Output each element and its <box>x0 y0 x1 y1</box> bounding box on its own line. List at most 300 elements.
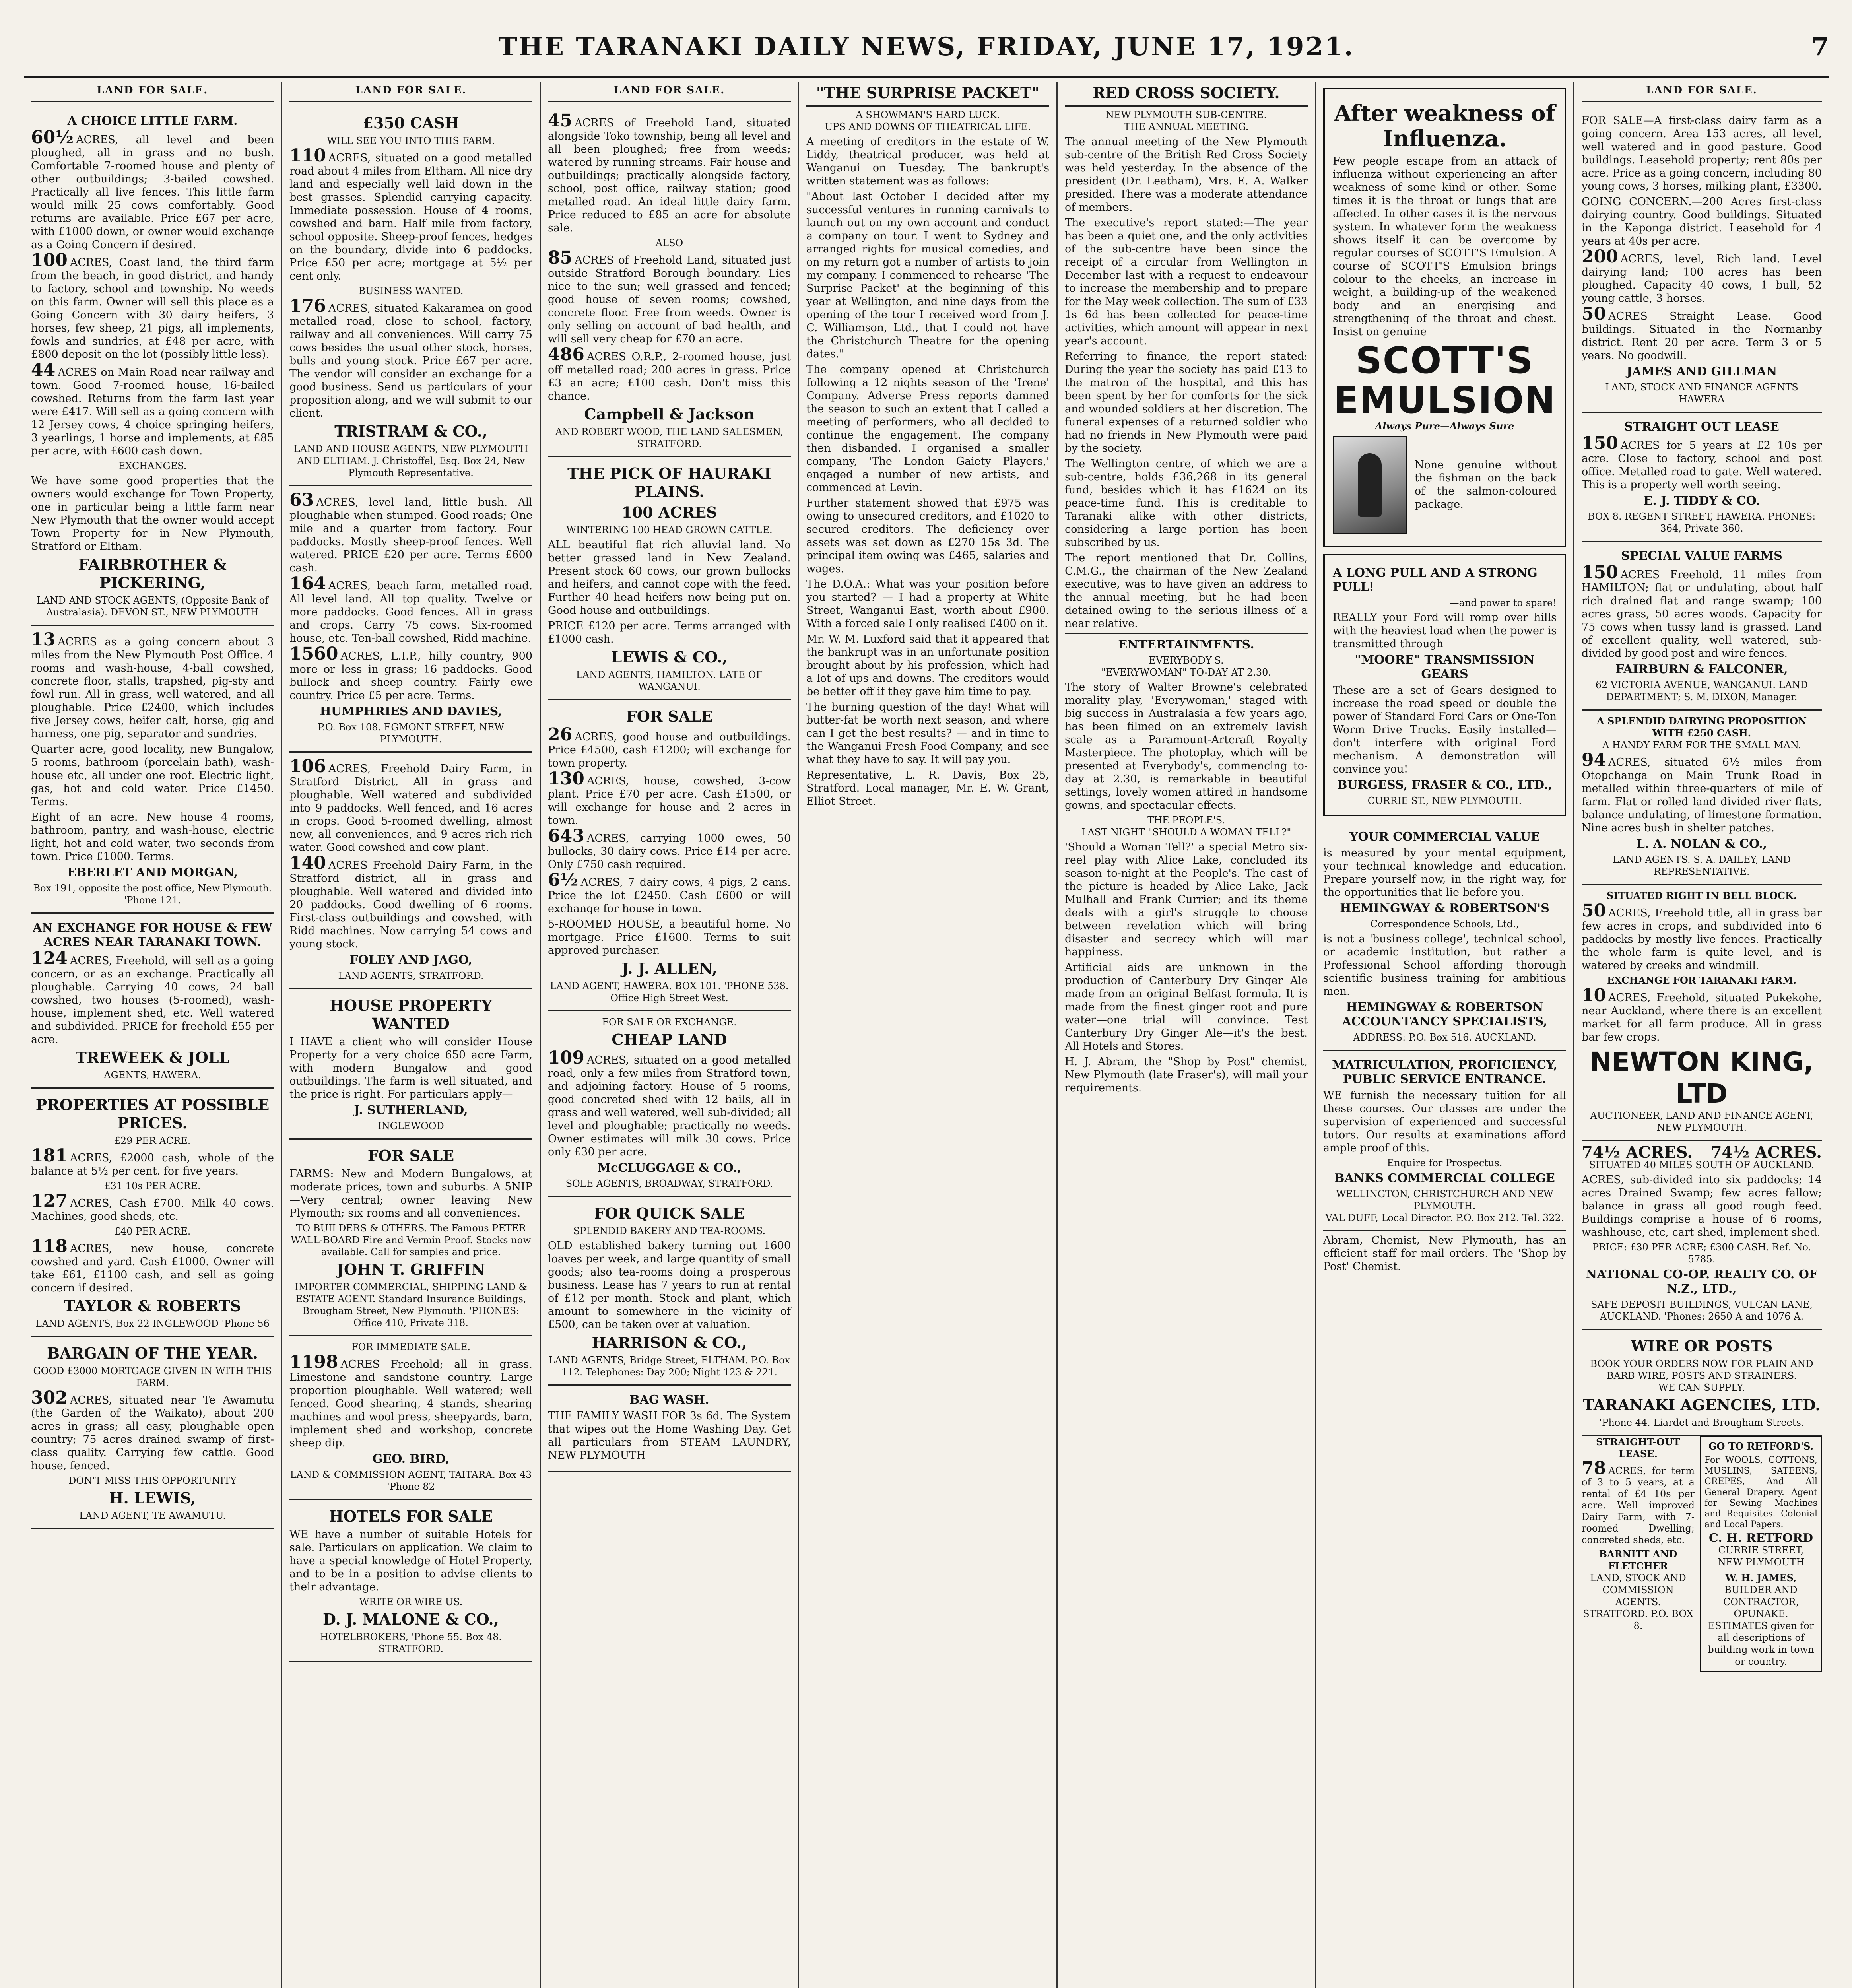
ad-body <box>31 629 274 740</box>
ad-body <box>289 490 532 575</box>
agent-address: Correspondence Schools, Ltd., <box>1370 918 1519 930</box>
acreage: 6½ <box>548 870 579 890</box>
ad-text: ACRES, situated 6½ miles from Otopchanga on Main Trunk Road in metalled within three-quarters of mile of farm. Flat or rolled land divided river flats, balance undulating, of limestone formation. Nine acres bush in shelter patches. <box>1582 756 1822 834</box>
article-paragraph: Artificial aids are unknown in the production of Canterbury Dry Ginger Ale made from an original Belfast formula. It is made from the finest ginger root and pure water—one trial will convince. Test Canterbury Dry Ginger Ale—it's the best. All Hotels and Stores. <box>1065 961 1308 1052</box>
article-paragraph: The story of Walter Browne's celebrated morality play, 'Everywoman,' staged with big success in Australasia a few years ago, has been filmed on an extremely lavish scale as a Paramount-Artcraft Royalty Masterpiece. The photoplay, which will be presented at Everybody's, commencing to-day at 2.30, is remarkable in beautiful settings, lovely women attired in handsome gowns, and spectacular effects. <box>1065 681 1308 812</box>
acreage: 1198 <box>289 1352 338 1372</box>
agent-address: CURRIE ST., NEW PLYMOUTH. <box>1367 795 1522 806</box>
acreage: 302 <box>31 1388 68 1408</box>
ad-body <box>548 344 791 403</box>
article-subheading: "EVERYWOMAN" TO-DAY AT 2.30. <box>1101 667 1271 678</box>
ad-acreage-heading: 100 ACRES <box>621 503 717 521</box>
ad-body <box>548 870 791 915</box>
acreage: 13 <box>31 629 56 650</box>
advert <box>1582 542 1822 711</box>
section-header: LAND FOR SALE. <box>289 82 532 102</box>
ad-title: A CHOICE LITTLE FARM. <box>67 114 238 128</box>
acreage: 44 <box>31 360 56 380</box>
acreage: 176 <box>289 296 326 316</box>
agent-name: JAMES AND GILLMAN <box>1626 365 1777 379</box>
ad-title: PROPERTIES AT POSSIBLE PRICES. <box>35 1096 270 1132</box>
ad-body <box>1582 304 1822 362</box>
advert <box>31 1089 274 1337</box>
ad-body <box>1582 562 1822 660</box>
agent-name: TREWEEK & JOLL <box>75 1048 230 1066</box>
advert <box>548 107 791 457</box>
ad-title: BARGAIN OF THE YEAR. <box>47 1344 258 1362</box>
ad-subheading: —and power to spare! <box>1449 597 1557 608</box>
section-title: ENTERTAINMENTS. <box>1065 633 1308 652</box>
agent-name: TRISTRAM & CO., <box>334 422 487 440</box>
ad-text: FOR SALE—A first-class dairy farm as a going concern. Area 153 acres, all level, well watered and in good pasture. Good buildings. Leasehold property; rent 80s per acre. Price as a going concern, including 80 young cows, 3 horses, milking plant, £3300. <box>1582 115 1822 192</box>
ad-text: ACRES, level land, little bush. All ploughable when stumped. Good roads; One mile and a quarter from factory. Four paddocks. Mostly sheep-proof fences. Well watered. PRICE £20 per acre. Terms £600 cash. <box>289 496 532 574</box>
acreage: 63 <box>289 490 314 510</box>
agent-address: 'Phone 44. Liardet and Brougham Streets. <box>1599 1417 1804 1428</box>
acreage: 10 <box>1582 985 1606 1006</box>
agent-address: LAND, STOCK AND COMMISSION AGENTS. STRATFORD. P.O. BOX 8. <box>1583 1573 1693 1631</box>
ad-body <box>31 1236 274 1295</box>
article-paragraph: Further statement showed that £975 was owing to unsecured creditors, and £1020 to secured creditors. The deficiency over assets was set down as £270 15s 3d. The principal item owing was £465, salaries and wages. <box>806 497 1049 575</box>
ad-text: ACRES Freehold, 11 miles from HAMILTON; flat or undulating, about half rich drained flat and range swamp; 100 acres grass, 50 acres woods. Capacity for 75 cows when tussy land is grassed. Land of excellent quality, well watered, sub-divided by good post and wire fences. <box>1582 569 1822 660</box>
scotts-emulsion-advert <box>1323 88 1566 547</box>
agent-address: SOLE AGENTS, BROADWAY, STRATFORD. <box>565 1178 773 1189</box>
column-5 <box>1058 82 1316 1988</box>
agent-name: HUMPHRIES AND DAVIES, <box>320 705 502 718</box>
ad-body <box>289 146 532 283</box>
acreage: 50 <box>1582 304 1606 324</box>
agent-address: LAND AGENTS, HAMILTON. LATE OF WANGANUI. <box>576 669 763 692</box>
ad-body <box>548 1048 791 1159</box>
advert <box>548 700 791 1011</box>
acreage: 164 <box>289 573 326 594</box>
ad-text: GOING CONCERN.—200 Acres first-class dairying country. Good buildings. Situated in the Kaponga district. Leasehold for 4 years at 40s per acre. <box>1582 196 1822 247</box>
ad-body <box>1582 247 1822 305</box>
ad-body <box>289 573 532 645</box>
agent-address: SAFE DEPOSIT BUILDINGS, VULCAN LANE, AUCKLAND. 'Phones: 2650 A and 1076 A. <box>1591 1299 1813 1322</box>
ad-subheading: FOR SALE OR EXCHANGE. <box>602 1017 737 1028</box>
ad-text: ACRES, situated on a good metalled road, only a few miles from Stratford town, and adjoining factory. House of 5 rooms, good concreted shed with 12 bails, all in grass and well watered, well sub-divided; all level and ploughable; practically no weeds. Owner estimates will milk 30 cows. Price only £30 per acre. <box>548 1054 791 1158</box>
column-2 <box>282 82 541 1988</box>
advert <box>289 753 532 989</box>
acreage: 26 <box>548 724 573 745</box>
ad-text: ALL beautiful flat rich alluvial land. No better grassed land in New Zealand. Present stock 60 cows, our grown bullocks and heifers, and cannot cope with the feed. Further 40 head heifers now being put on. Good house and outbuildings. <box>548 539 791 617</box>
article-paragraph: The Wellington centre, of which we are a sub-centre, holds £36,268 in its general fund, besides which it has £1624 on its peace-time fund. This is creditable to Taranaki alike with other districts, considering a large portion has been subscribed by us. <box>1065 458 1308 549</box>
agent-name: NEWTON KING, LTD <box>1590 1046 1814 1109</box>
ad-title: WIRE OR POSTS <box>1631 1337 1773 1355</box>
agent-name: HEMINGWAY & ROBERTSON'S <box>1340 901 1549 915</box>
acreage: 124 <box>31 948 68 969</box>
ad-title: A LONG PULL AND A STRONG PULL! <box>1333 566 1538 594</box>
agent-address: 62 VICTORIA AVENUE, WANGANUI. LAND DEPARTMENT; S. M. DIXON, Manager. <box>1595 679 1808 703</box>
agent-address: IMPORTER COMMERCIAL, SHIPPING LAND & ESTATE AGENT. Standard Insurance Buildings, Brougham Street, New Plymouth. 'PHONES: Office 410, Private 318. <box>295 1281 527 1328</box>
ad-text: is measured by your mental equipment, your technical knowledge and education. Prepare yourself now, in the right way, for the opportunities that lie before you. <box>1323 847 1566 899</box>
ad-text: FARMS: New and Modern Bungalows, at moderate prices, town and suburbs. A 5NIP—Very central; owner leaving New Plymouth; six rooms and all conveniences. <box>289 1168 532 1219</box>
ad-subheading: WILL SEE YOU INTO THIS FARM. <box>327 135 495 146</box>
agent-address: BUILDER AND CONTRACTOR, OPUNAKE. ESTIMATES given for all descriptions of building work in town or country. <box>1708 1584 1814 1667</box>
ad-body <box>31 127 274 251</box>
ad-text: Eight of an acre. New house 4 rooms, bathroom, pantry, and wash-house, electric light, hot and cold water, two seconds from town. Price £1000. Terms. <box>31 811 274 863</box>
acreage: 1560 <box>289 644 338 664</box>
ad-subheading: SPLENDID BAKERY AND TEA-ROOMS. <box>573 1225 766 1237</box>
ad-body <box>289 756 532 854</box>
ad-subheading: EXCHANGES. <box>118 460 187 472</box>
agent-address: Box 191, opposite the post office, New Plymouth. 'Phone 121. <box>33 883 272 906</box>
agent-address: LAND, STOCK AND FINANCE AGENTS HAWERA <box>1605 382 1798 405</box>
ad-title: GO TO RETFORD'S. <box>1708 1441 1813 1452</box>
ad-body <box>1582 750 1822 835</box>
ad-text: WE furnish the necessary tuition for all these courses. Our classes are under the supervision of experienced and successful tutors. Our results at examinations afford ample proof of this. <box>1323 1089 1566 1154</box>
ad-title: STRAIGHT-OUT LEASE. <box>1596 1436 1680 1460</box>
ad-text: is not a 'business college', technical school, or academic institution, but rather a Professional School affording thorough scientific business training for ambitious men. <box>1323 933 1566 998</box>
ad-title: HOTELS FOR SALE <box>329 1507 493 1525</box>
ad-body <box>548 248 791 346</box>
fishman-illustration <box>1333 436 1407 534</box>
agent-address: ADDRESS: P.O. Box 516. AUCKLAND. <box>1353 1032 1536 1043</box>
advert <box>31 626 274 914</box>
agent-address: LAND AGENTS, Box 22 INGLEWOOD 'Phone 56 <box>35 1318 270 1329</box>
ad-text: 5-ROOMED HOUSE, a beautiful home. No mortgage. Price £1600. Terms to suit approved purchaser. <box>548 918 791 957</box>
ad-text: ACRES on Main Road near railway and town. Good 7-roomed house, 16-bailed cowshed. Returns from the farm last year were £417. Will sell as a going concern with 12 Jersey cows, 4 choice springing heifers, 3 yearlings, 1 horse and implements, at £85 per acre, with £600 cash down. <box>31 366 274 457</box>
ad-text: ACRES, Coast land, the third farm from the beach, in good district, and handy to factory, school and township. No weeds on this farm. Owner will sell this place as a Going Concern with 30 dairy heifers, 3 horses, few sheep, 21 pigs, all implements, fowls and sundries, at £48 per acre, with £800 deposit on the lot (possibly little less). <box>31 256 274 361</box>
advert <box>289 486 532 753</box>
ad-title: CHEAP LAND <box>612 1031 727 1048</box>
ad-subheading: Enquire for Prospectus. <box>1387 1157 1503 1169</box>
acreage: 85 <box>548 248 573 268</box>
agent-address: CURRIE STREET, NEW PLYMOUTH <box>1717 1545 1805 1568</box>
ad-subheading: DON'T MISS THIS OPPORTUNITY <box>68 1475 237 1486</box>
ad-text: ACRES, situated on a good metalled road about 4 miles from Eltham. All nice dry land and especially well laid down in the best grasses. Splendid carrying capacity. Immediate possession. House of 4 rooms, cowshed and barn. Half mile from factory, school opposite. Sheep-proof fences, hedges on the boundary, divide into 6 paddocks. Price £50 per acre; mortgage at 5½ per cent only. <box>289 152 532 282</box>
article-subheading: A SHOWMAN'S HARD LUCK. <box>856 109 1000 120</box>
ad-price: PRICE £120 per acre. Terms arranged with £1000 cash. <box>548 620 791 645</box>
acreage: 150 <box>1582 433 1618 453</box>
article-paragraph: The D.O.A.: What was your position before you started? — I had a property at White Street, Wanganui East, worth about £900. With a forced sale I only realised £400 on it. <box>806 578 1049 630</box>
agent-address: WELLINGTON, CHRISTCHURCH AND NEW PLYMOUTH. <box>1336 1188 1553 1211</box>
ad-body <box>289 296 532 420</box>
advert <box>31 107 274 626</box>
ad-title: SPECIAL VALUE FARMS <box>1621 549 1782 563</box>
article-paragraph: The company opened at Christchurch following a 12 nights season of the 'Irene' Company. Adverse Press reports damned the season to such an extent that I called a meeting of performers, who all decided to continue the engagement. The company then disbanded. I organised a smaller company, 'The London Gaiety Players,' engaged a number of new artists, and commenced at Levin. <box>806 363 1049 494</box>
agent-address: INGLEWOOD <box>378 1120 444 1132</box>
ad-text: ACRES, house, cowshed, 3-cow plant. Price £70 per acre. Cash £1500, or will exchange for house and 2 acres in town. <box>548 775 791 827</box>
agent-name: W. H. JAMES, <box>1725 1572 1797 1584</box>
ad-body <box>548 111 791 235</box>
article-subheading: THE PEOPLE'S. <box>1147 815 1225 826</box>
ad-text: ACRES, beach farm, metalled road. All level land. All top quality. Twelve or more paddocks. Good fences. All in grass and crops. Carry 75 cows. Six-roomed house, etc. Ten-ball cowshed, Ridd machine. <box>289 580 532 645</box>
ad-title: HOUSE PROPERTY WANTED <box>330 996 492 1033</box>
advert <box>548 457 791 700</box>
article-title: RED CROSS SOCIETY. <box>1065 84 1308 107</box>
ad-text: ACRES, carrying 1000 ewes, 50 bullocks, 30 dairy cows. Price £14 per acre. Only £750 cash required. <box>548 832 791 871</box>
newspaper-title: THE TARANAKI DAILY NEWS, FRIDAY, JUNE 17, 1921. <box>498 32 1355 62</box>
article-subheading: NEW PLYMOUTH SUB-CENTRE. <box>1105 109 1267 120</box>
advert <box>31 914 274 1089</box>
ad-subheading: BUSINESS WANTED. <box>358 285 464 297</box>
ad-title: MATRICULATION, PROFICIENCY, PUBLIC SERVICE ENTRANCE. <box>1332 1058 1557 1086</box>
ad-text: ACRES, Freehold, will sell as a going concern, or as an exchange. Practically all ploughable. Carrying 40 cows, 24 ball cowshed, two houses (5-roomed), wash-house, implement shed, etc. Well watered and subdivided. PRICE for freehold £55 per acre. <box>31 955 274 1046</box>
agent-name: EBERLET AND MORGAN, <box>67 866 238 879</box>
column-4 <box>799 82 1058 1988</box>
section-header: LAND FOR SALE. <box>31 82 274 102</box>
ad-text: ACRES, level, Rich land. Level dairying land; 100 acres has been ploughed. Capacity 40 cows, 1 bull, 52 young cattle, 3 horses. <box>1582 253 1822 305</box>
ad-subheading: FOR IMMEDIATE SALE. <box>351 1342 470 1353</box>
advert <box>1323 823 1566 1051</box>
ad-text: For WOOLS, COTTONS, MUSLINS, SATEENS, CREPES, And All General Drapery. Agent for Sewing Machines and Requisites. Colonial and Local Papers. <box>1704 1455 1817 1530</box>
brand-logo: SCOTT'S EMULSION <box>1333 339 1556 421</box>
ad-text: Quarter acre, good locality, new Bungalow, 5 rooms, bathroom (porcelain bath), wash-house etc, all under one roof. Electric light, gas, hot and cold water. Price £1450. Terms. <box>31 743 274 808</box>
ad-text: ACRES, Freehold title, all in grass bar few acres in crops, and subdivided into 6 paddocks by mostly live fences. Practically the whole farm is quite level, and is watered by creeks and windmill. <box>1582 907 1822 972</box>
agent-address: LAND AND STOCK AGENTS, (Opposite Bank of Australasia). DEVON ST., NEW PLYMOUTH <box>37 595 268 618</box>
article-paragraph: The burning question of the day! What will butter-fat be worth next season, and where can I get the best results? — and in time to the Wanganui Fresh Food Company, and see what they have to say. It will pay you. <box>806 701 1049 766</box>
agent-name: HARRISON & CO., <box>592 1334 747 1351</box>
ad-body <box>548 826 791 871</box>
agent-name: McCLUGGAGE & CO., <box>597 1161 742 1175</box>
advert <box>31 1337 274 1529</box>
agent-name: TARANAKI AGENCIES, LTD. <box>1583 1396 1821 1414</box>
ad-price: PRICE: £30 PER ACRE; £300 CASH. Ref. No. 5785. <box>1592 1242 1811 1265</box>
agent-name: Campbell & Jackson <box>584 405 755 423</box>
article-paragraph: Referring to finance, the report stated: During the year the society has paid £13 to the matron of the hospital, and this has been spent by her for comforts for the sick and wounded soldiers at her discretion. The funeral expenses of a returned soldier who had no friends in New Plymouth were paid by the society. <box>1065 350 1308 454</box>
agent-address: LAND AGENTS, STRATFORD. <box>338 970 484 981</box>
ad-text: Abram, Chemist, New Plymouth, has an efficient staff for mail orders. The 'Shop by Post' Chemist. <box>1323 1234 1566 1273</box>
agent-name: E. J. TIDDY & CO. <box>1643 494 1760 508</box>
article-subheading: LAST NIGHT "SHOULD A WOMAN TELL?" <box>1081 827 1291 838</box>
ad-note: None genuine without the fishman on the back of the salmon-coloured package. <box>1415 459 1557 511</box>
ad-body <box>31 1191 274 1223</box>
product-name: "MOORE" TRANSMISSION GEARS <box>1355 653 1535 681</box>
advert <box>548 1386 791 1472</box>
acreage: 50 <box>1582 901 1606 921</box>
acreage: 130 <box>548 769 584 789</box>
brand-tagline: Always Pure—Always Sure <box>1375 420 1514 432</box>
acreage: 486 <box>548 344 584 365</box>
ad-price: £40 PER ACRE. <box>114 1226 191 1237</box>
article-paragraph: Mr. W. M. Luxford said that it appeared that the bankrupt was in an unfortunate position brought about by his profession, which had a lot of ups and downs. The creditors would be better off if they gave him time to pay. <box>806 633 1049 698</box>
advert <box>1700 1436 1822 1672</box>
ad-text: OLD established bakery turning out 1600 loaves per week, and large quantity of small goods; also tea-rooms doing a prosperous business. Lease has 7 years to run at rental of £12 per month. Stock and plant, which amount to somewhere in the vicinity of £500, can be taken over at valuation. <box>548 1240 791 1331</box>
article-paragraph: The report mentioned that Dr. Collins, C.M.G., the chairman of the New Zealand executive, was to have given an address to the annual meeting, but he had been detained owing to the serious illness of a near relative. <box>1065 552 1308 630</box>
ad-text: WE have a number of suitable Hotels for sale. Particulars on application. We claim to have a special knowledge of Hotel Property, and to be in a position to advise clients to their advantage. <box>289 1528 532 1593</box>
ad-title: THE PICK OF HAURAKI PLAINS. <box>567 464 771 501</box>
agent-address: AUCTIONEER, LAND AND FINANCE AGENT, NEW PLYMOUTH. <box>1590 1110 1813 1133</box>
article-paragraph: 'Should a Woman Tell?' a special Metro six-reel play with Alice Lake, concluded its season to-night at the People's. The cast of the picture is headed by Alice Lake, Jack Mulhall and Frank Currier; and its theme deals with a girl's struggle to choose between revelation which will bring disaster and secrecy which will mar happiness. <box>1065 841 1308 958</box>
advert <box>1582 885 1822 1141</box>
agent-name: NATIONAL CO-OP. REALTY CO. OF N.Z., LTD., <box>1586 1268 1818 1296</box>
moore-gears-advert <box>1323 554 1566 816</box>
ad-subheading: WRITE OR WIRE US. <box>359 1596 463 1607</box>
article-paragraph: A meeting of creditors in the estate of W. Liddy, theatrical producer, was held at Wanganui on Tuesday. The bankrupt's written statement was as follows: <box>806 136 1049 187</box>
advert <box>289 1500 532 1662</box>
ad-price: £31 10s PER ACRE. <box>104 1180 201 1192</box>
ad-body <box>548 724 791 770</box>
agent-name: GEO. BIRD, <box>372 1452 450 1466</box>
article-paragraph: H. J. Abram, the "Shop by Post" chemist, New Plymouth (late Fraser's), will mail your requirements. <box>1065 1056 1308 1094</box>
ad-body <box>31 1388 274 1472</box>
acreage: 45 <box>548 111 573 131</box>
acreage: 100 <box>31 250 68 270</box>
ad-text: ACRES, new house, concrete cowshed and yard. Cash £1000. Owner will take £61, £1100 cash, and sell as going concern if desired. <box>31 1242 274 1294</box>
ad-title: FOR SALE <box>367 1147 454 1165</box>
advert <box>1582 1436 1695 1672</box>
ad-text: ACRES, Cash £700. Milk 40 cows. Machines, good sheds, etc. <box>31 1197 274 1223</box>
ad-subheading: A HANDY FARM FOR THE SMALL MAN. <box>1602 740 1802 751</box>
ad-text: ACRES, 7 dairy cows, 4 pigs, 2 cans. Price the lot £2450. Cash £600 or will exchange for house in town. <box>548 876 791 915</box>
column-7 <box>1574 82 1829 1988</box>
agent-name: BARNITT AND FLETCHER <box>1599 1548 1677 1572</box>
advert <box>1582 1141 1822 1330</box>
ad-text: ACRES of Freehold Land, situated just outside Stratford Borough boundary. Lies nice to the sun; well grassed and fenced; good house of seven rooms; cowshed, concrete floor. Free from weeds. Owner is only selling on account of bad health, and will sell very cheap for £70 an acre. <box>548 254 791 345</box>
ad-text: ACRES, good house and outbuildings. Price £4500, cash £1200; will exchange for town property. <box>548 731 791 769</box>
acreage: 181 <box>31 1145 68 1166</box>
columns <box>24 82 1829 1988</box>
agent-name: BURGESS, FRASER & CO., LTD., <box>1337 778 1552 792</box>
ad-text: ACRES O.R.P., 2-roomed house, just off metalled road; 200 acres in grass. Price £3 an acre; £100 cash. Don't miss this chance. <box>548 351 791 402</box>
advert <box>289 1336 532 1500</box>
ad-text: Few people escape from an attack of influenza without experiencing an after weakness of some kind or other. Some times it is the throat or lungs that are affected. In other cases it is the nervous system. In whatever form the weakness shows itself it can be overcome by regular courses of SCOTT'S Emulsion. A course of SCOTT'S Emulsion brings colour to the cheeks, an increase in weight, a building-up of the weakened body and an energising and strengthening of the throat and chest. Insist on genuine <box>1333 155 1557 338</box>
ad-title: £350 CASH <box>363 114 459 132</box>
ad-text: ACRES Freehold Dairy Farm, in the Stratford district, all in grass and ploughable. Well watered and divided into 20 paddocks. Good dwelling of 6 rooms. First-class outbuildings and cowshed, with Ridd machines. Now carrying 54 cows and young stock. <box>289 859 532 950</box>
ad-body <box>289 1352 532 1450</box>
advert <box>548 1197 791 1386</box>
article-paragraph: "About last October I decided after my successful ventures in running carnivals to launch out on my own account and conduct a company on tour. I went to Sydney and arranged rights for musical comedies, and on my return got a number of artists to join my company. I commenced to rehearse 'The Surprise Packet' at the beginning of this year at Wellington, and nine days from the opening of the tour I received word from J. C. Williamson, Ltd., that I could not have the Christchurch Theatre for the opening dates." <box>806 190 1049 360</box>
agent-address: HOTELBROKERS, 'Phone 55. Box 48. STRATFORD. <box>320 1631 502 1654</box>
ad-subheading: WE CAN SUPPLY. <box>1658 1382 1745 1393</box>
agent-address: AND ROBERT WOOD, THE LAND SALESMEN, STRATFORD. <box>555 426 784 449</box>
agent-address: P.O. Box 108. EGMONT STREET, NEW PLYMOUTH. <box>318 722 504 745</box>
ad-subheading: ALSO <box>655 237 683 248</box>
agent-name: FAIRBURN & FALCONER, <box>1615 662 1788 676</box>
agent-name: LEWIS & CO., <box>611 648 728 666</box>
article-title: "THE SURPRISE PACKET" <box>806 84 1049 107</box>
article-paragraph: The executive's report stated:—The year has been a quiet one, and the only activities of the sub-centre have been since the receipt of a circular from Wellington in December last with a request to endeavour to increase the membership and to prepare for the May week collection. The sum of £33 1s 6d has been collected for peace-time activities, which amount will appear in next year's account. <box>1065 217 1308 347</box>
ad-text: THE FAMILY WASH FOR 3s 6d. The System that wipes out the Home Washing Day. Get all particulars from STEAM LAUNDRY, NEW PLYMOUTH <box>548 1410 791 1462</box>
ad-body <box>1582 1458 1695 1546</box>
advert <box>548 1011 791 1197</box>
acreage: 643 <box>548 826 584 846</box>
ad-text: ACRES Straight Lease. Good buildings. Situated in the Normanby district. Rent 20 per acre. Term 3 or 5 years. No goodwill. <box>1582 310 1822 362</box>
agent-name: FOLEY AND JAGO, <box>349 953 472 967</box>
advert <box>289 1140 532 1336</box>
ad-title: SITUATED RIGHT IN BELL BLOCK. <box>1606 890 1797 901</box>
agent-name: J. J. ALLEN, <box>621 959 717 977</box>
ad-title: BAG WASH. <box>629 1393 709 1407</box>
agent-address: LAND AGENT, TE AWAMUTU. <box>79 1510 226 1521</box>
ad-body <box>31 250 274 361</box>
agent-name: JOHN T. GRIFFIN <box>336 1260 485 1278</box>
ad-price: £29 PER ACRE. <box>114 1135 191 1146</box>
acreage: 78 <box>1582 1458 1606 1478</box>
ad-title-row <box>1582 1143 1822 1162</box>
ad-text: ACRES as a going concern about 3 miles from the New Plymouth Post Office. 4 rooms and wash-house, 4-ball cowshed, concrete floor, stalls, trapshed, pig-sty and fowl run. All in grass, well watered, and all ploughable. Price £2400, which includes five Jersey cows, heifer calf, horse, gig and harness, one pig, separator and sundries. <box>31 636 274 740</box>
agent-name: J. SUTHERLAND, <box>354 1103 468 1117</box>
acreage: 127 <box>31 1191 68 1211</box>
agent-address: BOX 8. REGENT STREET, HAWERA. PHONES: 364, Private 360. <box>1588 511 1816 534</box>
advert <box>1582 413 1822 542</box>
ad-body <box>31 948 274 1046</box>
advert <box>289 989 532 1140</box>
agent-contact: VAL DUFF, Local Director. P.O. Box 212. Tel. 322. <box>1325 1212 1564 1223</box>
ad-body <box>289 644 532 702</box>
agent-name: BANKS COMMERCIAL COLLEGE <box>1334 1171 1555 1185</box>
acreage: 118 <box>31 1236 68 1256</box>
ad-text: ACRES, situated Kakaramea on good metalled road, close to school, factory, railway and all conveniences. Will carry 75 cows besides the usual other stock, horses, bulls and young stock. Price £67 per acre. The vendor will consider an exchange for a good business. Send us particulars of your proposition along, and we will submit to our client. <box>289 302 532 419</box>
agent-name: FAIRBROTHER & PICKERING, <box>78 555 227 592</box>
ad-text: ACRES, all level and been ploughed, all in grass and no bush. Comfortable 7-roomed house and plenty of other outbuildings; 3-bailed cowshed. Practically all live fences. This little farm would milk 25 cows comfortably. Good returns are available. Price £67 per acre, with £1000 down, or owner would exchange as a Going Concern if desired. <box>31 134 274 251</box>
ad-title: FOR QUICK SALE <box>594 1204 745 1222</box>
article-paragraph: Representative, L. R. Davis, Box 25, Stratford. Local manager, Mr. E. W. Grant, Elliot Street. <box>806 769 1049 808</box>
column-3 <box>541 82 799 1988</box>
ad-text: ACRES, £2000 cash, whole of the balance at 5½ per cent. for five years. <box>31 1152 274 1177</box>
agent-address: LAND AGENT, HAWERA. BOX 101. 'PHONE 538. Office High Street West. <box>550 980 789 1004</box>
ad-text: I HAVE a client who will consider House Property for a very choice 650 acre Farm, with modern Bungalow and good outbuildings. The farm is well situated, and the price is right. For particulars apply— <box>289 1036 532 1101</box>
ad-title: STRAIGHT OUT LEASE <box>1624 420 1779 434</box>
masthead <box>24 24 1829 78</box>
agent-address: AGENTS, HAWERA. <box>104 1070 201 1081</box>
article-subheading: EVERYBODY'S. <box>1149 655 1224 666</box>
article-subheading: UPS AND DOWNS OF THEATRICAL LIFE. <box>825 121 1031 132</box>
agent-address: LAND & COMMISSION AGENT, TAITARA. Box 43 'Phone 82 <box>290 1469 532 1492</box>
agent-name: L. A. NOLAN & CO., <box>1636 837 1767 851</box>
page-number: 7 <box>1811 32 1829 62</box>
ad-subheading: GOOD £3000 MORTGAGE GIVEN IN WITH THIS FARM. <box>33 1365 272 1388</box>
advert <box>1582 711 1822 885</box>
advert <box>1323 1051 1566 1231</box>
acreage: 150 <box>1582 562 1618 582</box>
agent-name: D. J. MALONE & CO., <box>323 1610 499 1628</box>
acreage: 140 <box>289 853 326 873</box>
ad-text: ACRES, Freehold Dairy Farm, in Stratford District. All in grass and ploughable. Well watered and subdivided into 9 paddocks. Well fenced, and 16 acres in crops. Good 5-roomed dwelling, almost new, all conveniences, and 9 acres rich rich water. Good cowshed and cow plant. <box>289 763 532 854</box>
ad-text: ACRES Freehold; all in grass. Limestone and sandstone country. Large proportion ploughable. Well watered; well fenced. Good shearing, 4 stands, shearing machines and wool press, sheepyards, barn, implement shed and workshop, concrete sheep dip. <box>289 1358 532 1449</box>
ad-text: ACRES, Freehold, situated Pukekohe, near Auckland, where there is an excellent market for all farm produce. All in grass bar few crops. <box>1582 992 1822 1043</box>
ad-title-left: 74½ ACRES. <box>1582 1143 1693 1162</box>
article-paragraph: The annual meeting of the New Plymouth sub-centre of the British Red Cross Society was held yesterday. In the absence of the president (Dr. Leatham), Mrs. E. A. Walker presided. There was a moderate attendance of members. <box>1065 136 1308 214</box>
column-1 <box>24 82 282 1988</box>
ad-text: ACRES, L.I.P., hilly country, 900 more or less in grass; 16 paddocks. Good bullock and sheep country. Fairly ewe country. Price £5 per acre. Terms. <box>289 650 532 702</box>
ad-body <box>289 853 532 951</box>
ad-body <box>1582 985 1822 1044</box>
ad-title-right: 74½ ACRES. <box>1710 1143 1822 1162</box>
agent-name: C. H. RETFORD <box>1709 1531 1813 1545</box>
ad-text: We have some good properties that the owners would exchange for Town Property, one in particular being a little farm near New Plymouth that the owner would accept Town Property for in New Plymouth, Stratford or Eltham. <box>31 475 274 553</box>
acreage: 94 <box>1582 750 1606 770</box>
ad-body <box>548 769 791 827</box>
advert <box>289 107 532 486</box>
agent-name: HEMINGWAY & ROBERTSON ACCOUNTANCY SPECIALISTS, <box>1342 1000 1547 1029</box>
column-6 <box>1316 82 1574 1988</box>
acreage: 110 <box>289 146 326 166</box>
section-header: LAND FOR SALE. <box>1582 82 1822 102</box>
ad-title: A SPLENDID DAIRYING PROPOSITION WITH £250 CASH. <box>1596 715 1807 739</box>
agent-name: H. LEWIS, <box>109 1489 196 1507</box>
ad-title: EXCHANGE FOR TARANAKI FARM. <box>1607 975 1797 986</box>
ad-text: ACRES, for term of 3 to 5 years, at a rental of £4 10s per acre. Well improved Dairy Farm, with 7-roomed Dwelling; concreted sheds, etc. <box>1582 1465 1695 1545</box>
ad-text: ACRES for 5 years at £2 10s per acre. Close to factory, school and post office. Metalled road to gate. Well watered. This is a property well worth seeing. <box>1582 439 1822 491</box>
agent-address: LAND AGENTS. S. A. DAILEY, LAND REPRESENTATIVE. <box>1613 854 1791 877</box>
ad-body <box>1582 901 1822 972</box>
ad-title: FOR SALE <box>626 707 713 725</box>
ad-body <box>31 360 274 458</box>
advert <box>1582 1330 1822 1436</box>
bottom-ads <box>1582 1436 1822 1672</box>
ad-title: YOUR COMMERCIAL VALUE <box>1349 830 1540 844</box>
section-header: LAND FOR SALE. <box>548 82 791 102</box>
ad-subheading: TO BUILDERS & OTHERS. The Famous PETER WALL-BOARD Fire and Vermin Proof. Stocks now available. Call for samples and price. <box>291 1223 531 1258</box>
ad-text: BOOK YOUR ORDERS NOW FOR PLAIN AND BARB WIRE, POSTS AND STRAINERS. <box>1590 1358 1813 1381</box>
ad-text: ACRES, situated near Te Awamutu (the Garden of the Waikato), about 200 acres in grass; all easy, ploughable open country; 75 acres drained swamp of first-class quality. Carrying few cattle. Good house, fenced. <box>31 1394 274 1472</box>
acreage: 200 <box>1582 247 1618 267</box>
ad-title: AN EXCHANGE FOR HOUSE & FEW ACRES NEAR TARANAKI TOWN. <box>33 921 272 949</box>
advert <box>1582 107 1822 413</box>
ad-body <box>1582 433 1822 491</box>
